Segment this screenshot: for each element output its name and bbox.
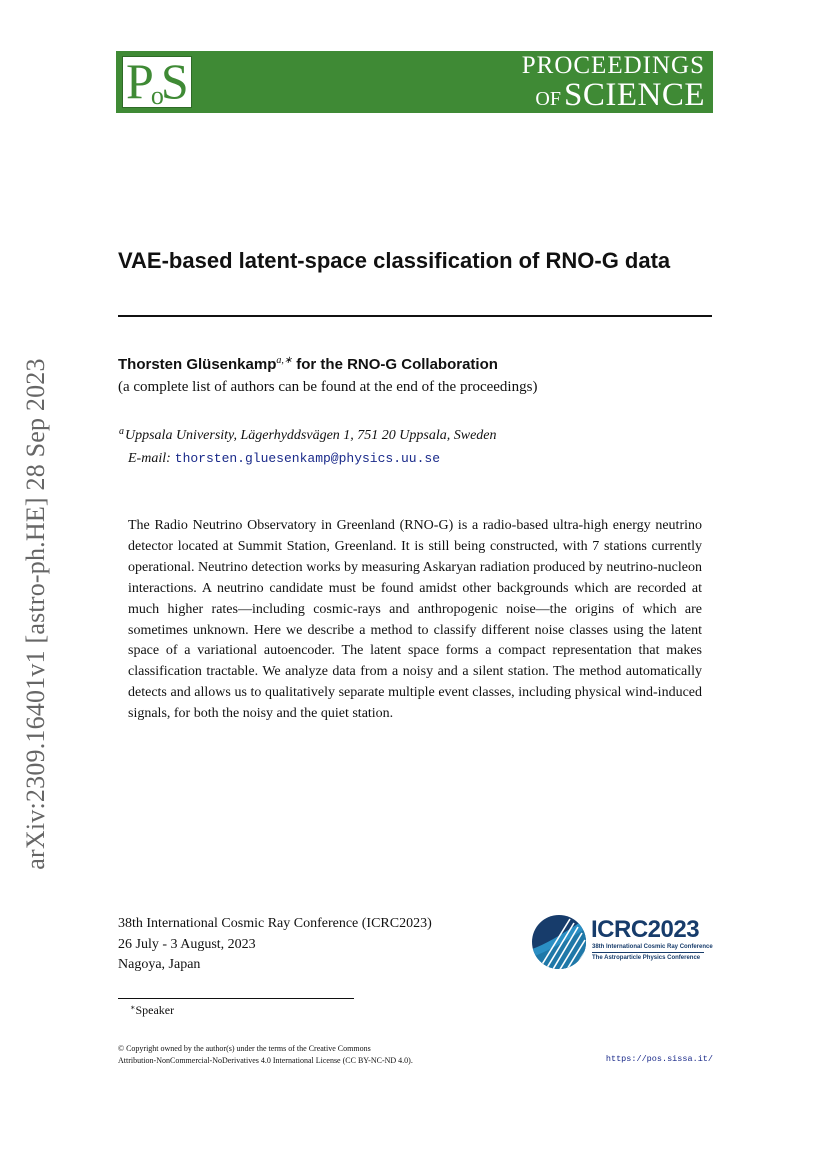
icrc-logo-tagline: The Astroparticle Physics Conference <box>592 955 701 961</box>
author-marks: a,∗ <box>276 355 293 366</box>
affiliation-mark: a <box>119 426 124 437</box>
conference-info <box>118 914 432 976</box>
affiliation <box>119 426 497 444</box>
banner-title-of: OF <box>535 88 561 110</box>
copyright-line-1: © Copyright owned by the author(s) under the terms of the Creative Commons <box>118 1044 371 1053</box>
footnote-mark: ∗ <box>130 1003 136 1012</box>
banner-title-science-line <box>522 79 705 112</box>
conference-name: 38th International Cosmic Ray Conference (ICRC2023) <box>118 916 432 931</box>
pos-url-link[interactable]: https://pos.sissa.it/ <box>605 1054 713 1064</box>
pos-banner <box>116 51 713 113</box>
proceedings-of-science-wordmark <box>522 53 705 112</box>
arxiv-side-stamp <box>22 340 50 888</box>
arxiv-identifier[interactable]: arXiv:2309.16401v1 [astro-ph.HE] 28 Sep 2023 <box>21 358 50 870</box>
banner-title-proceedings: PROCEEDINGS <box>521 52 705 79</box>
conference-dates: 26 July - 3 August, 2023 <box>118 936 256 952</box>
abstract: The Radio Neutrino Observatory in Greenland (RNO-G) is a radio-based ultra-high energy neutrino detector located at Summit Station, Greenland. It is still being constructed, with 7 stations currently operational. Neutrino detection works by measuring Askaryan radiation produced by neutrino-nucleon interactions. A neutrino candidate must be found amidst other backgrounds which are recorded at much higher rates—including cosmic-rays and anthropogenic noise—the origins of which are sometimes unknown. Here we describe a method to classify different noise classes using the latent space of a variational autoencoder. The latent space forms a compact representation that makes classification tractable. We analyze data from a noisy and a silent station. The method automatically detects and allows us to qualitatively separate multiple event classes, including physical wind-induced signals, for both the noisy and the quiet station. <box>128 518 702 722</box>
author-collaboration: for the RNO-G Collaboration <box>296 356 498 373</box>
copyright-line-2: Attribution-NonCommercial-NoDerivatives 4.0 International License (CC BY-NC-ND 4.0). <box>118 1055 413 1065</box>
paper-title: VAE-based latent-space classification of RNO-G data <box>118 248 671 273</box>
footnote-speaker <box>130 1003 174 1018</box>
title-divider <box>118 315 712 317</box>
author-name: Thorsten Glüsenkamp <box>118 356 277 373</box>
pos-logo <box>122 53 192 110</box>
footnote-divider <box>118 998 354 999</box>
icrc-logo-divider <box>592 952 704 953</box>
email-label: E-mail: <box>128 451 171 466</box>
email-line <box>128 451 440 467</box>
banner-title-science: SCIENCE <box>563 77 705 113</box>
pos-logo-letters: PoS <box>126 53 187 110</box>
icrc-logo-subtitle: 38th International Cosmic Ray Conference <box>592 944 713 950</box>
icrc-emblem-icon <box>530 913 588 971</box>
affiliation-text: Uppsala University, Lägerhyddsvägen 1, 751 20 Uppsala, Sweden <box>125 428 497 443</box>
conference-location: Nagoya, Japan <box>118 957 201 972</box>
email-link[interactable]: thorsten.gluesenkamp@physics.uu.se <box>174 451 441 466</box>
icrc2023-logo <box>530 913 713 973</box>
copyright-notice <box>118 1043 413 1066</box>
footnote-text: Speaker <box>135 1003 175 1017</box>
author-line <box>118 355 498 373</box>
icrc-logo-name: ICRC2023 <box>591 916 700 943</box>
author-list-note: (a complete list of authors can be found at the end of the proceedings) <box>118 379 538 395</box>
